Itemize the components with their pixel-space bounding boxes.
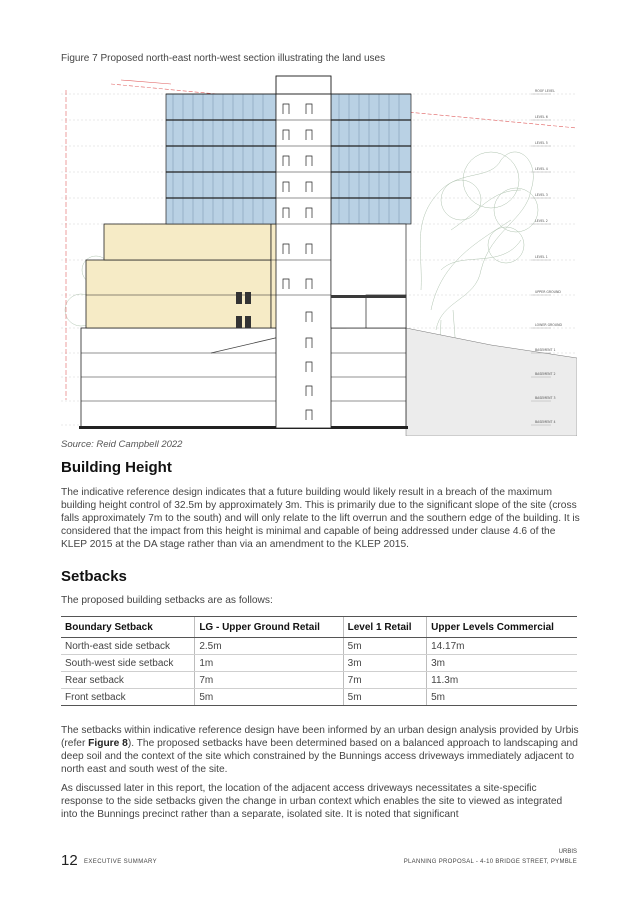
section-heading-setbacks: Setbacks bbox=[61, 568, 127, 585]
table-cell: 5m bbox=[195, 689, 343, 706]
core bbox=[276, 76, 331, 428]
table-cell: 5m bbox=[427, 689, 577, 706]
basement-levels bbox=[81, 328, 406, 428]
footer-document-title: PLANNING PROPOSAL - 4-10 BRIDGE STREET, PYMBLE bbox=[403, 859, 577, 865]
level-label: LEVEL 2 bbox=[535, 219, 548, 223]
paragraph-text: The setbacks within indicative reference design have been informed by an urban design analysis provided by Urbis (refer bbox=[61, 725, 579, 749]
setbacks-intro: The proposed building setbacks are as follows: bbox=[61, 595, 273, 606]
table-cell: 5m bbox=[343, 689, 426, 706]
level-label: LEVEL 4 bbox=[535, 167, 548, 171]
level-label: BASEMENT 3 bbox=[535, 396, 556, 400]
table-cell: North-east side setback bbox=[61, 638, 195, 655]
footer-section: EXECUTIVE SUMMARY bbox=[84, 859, 158, 865]
column-header: Upper Levels Commercial bbox=[427, 617, 577, 638]
table-cell: 7m bbox=[343, 672, 426, 689]
table-cell: 7m bbox=[195, 672, 343, 689]
level-label: BASEMENT 2 bbox=[535, 372, 556, 376]
section-drawing bbox=[61, 70, 577, 436]
setbacks-paragraph-2: As discussed later in this report, the location of the adjacent access driveways necessitates a site-specific response to the side setbacks given the change in urban context which enables the site to viewed as integrated into the Bunnings precinct rather than a separate, isolated site. It is noted that significant bbox=[61, 783, 563, 820]
table-row bbox=[61, 689, 577, 706]
table-cell: Front setback bbox=[61, 689, 195, 706]
column-header: Level 1 Retail bbox=[343, 617, 426, 638]
table-row bbox=[61, 655, 577, 672]
level-label: BASEMENT 4 bbox=[535, 420, 556, 424]
table-cell: South-west side setback bbox=[61, 655, 195, 672]
table-cell: 11.3m bbox=[427, 672, 577, 689]
column-header: Boundary Setback bbox=[61, 617, 195, 638]
level-label: ROOF LEVEL bbox=[535, 89, 555, 93]
table-cell: 3m bbox=[343, 655, 426, 672]
level-label: LEVEL 1 bbox=[535, 255, 548, 259]
footer-brand: URBIS bbox=[558, 849, 577, 855]
level-label: UPPER GROUND bbox=[535, 290, 561, 294]
table-row bbox=[61, 672, 577, 689]
level-label: LEVEL 6 bbox=[535, 115, 548, 119]
page-number: 12 bbox=[61, 852, 78, 869]
table-cell: 2.5m bbox=[195, 638, 343, 655]
setbacks-paragraph-1 bbox=[61, 724, 581, 776]
table-header-row bbox=[61, 617, 577, 638]
table-row bbox=[61, 638, 577, 655]
building-height-paragraph: The indicative reference design indicates that a future building would likely result in a breach of the maximum building height control of 32.5m by approximately 3m. This is primarily due to the significant slope of the site (cross falls approximately 7m to the south) and will only relate to the lift overrun and the southern edge of the building. It is considered that the impact from this height is minimal and capable of being addressed under clause 4.6 of the KLEP 2015 at the DA stage rather than via an amendment to the KLEP 2015. bbox=[61, 487, 580, 550]
table-cell: 1m bbox=[195, 655, 343, 672]
level-label: LOWER GROUND bbox=[535, 323, 562, 327]
section-heading-building-height: Building Height bbox=[61, 459, 172, 476]
table-cell: 3m bbox=[427, 655, 577, 672]
column-header: LG - Upper Ground Retail bbox=[195, 617, 343, 638]
figure-reference: Figure 8 bbox=[88, 738, 128, 749]
table-cell: 5m bbox=[343, 638, 426, 655]
table-cell: 14.17m bbox=[427, 638, 577, 655]
level-label: BASEMENT 1 bbox=[535, 348, 556, 352]
level-label: LEVEL 3 bbox=[535, 193, 548, 197]
setbacks-table bbox=[61, 616, 577, 706]
paragraph-text: ). The proposed setbacks have been determined based on a balanced approach to landscaping and deep soil and the context of the site which constrained by the Bunnings access driveways immediately adjacent to north east and south west of the site. bbox=[61, 738, 578, 775]
figure-source: Source: Reid Campbell 2022 bbox=[61, 439, 183, 450]
level-label: LEVEL 5 bbox=[535, 141, 548, 145]
figure-caption: Figure 7 Proposed north-east north-west section illustrating the land uses bbox=[61, 53, 386, 64]
table-cell: Rear setback bbox=[61, 672, 195, 689]
